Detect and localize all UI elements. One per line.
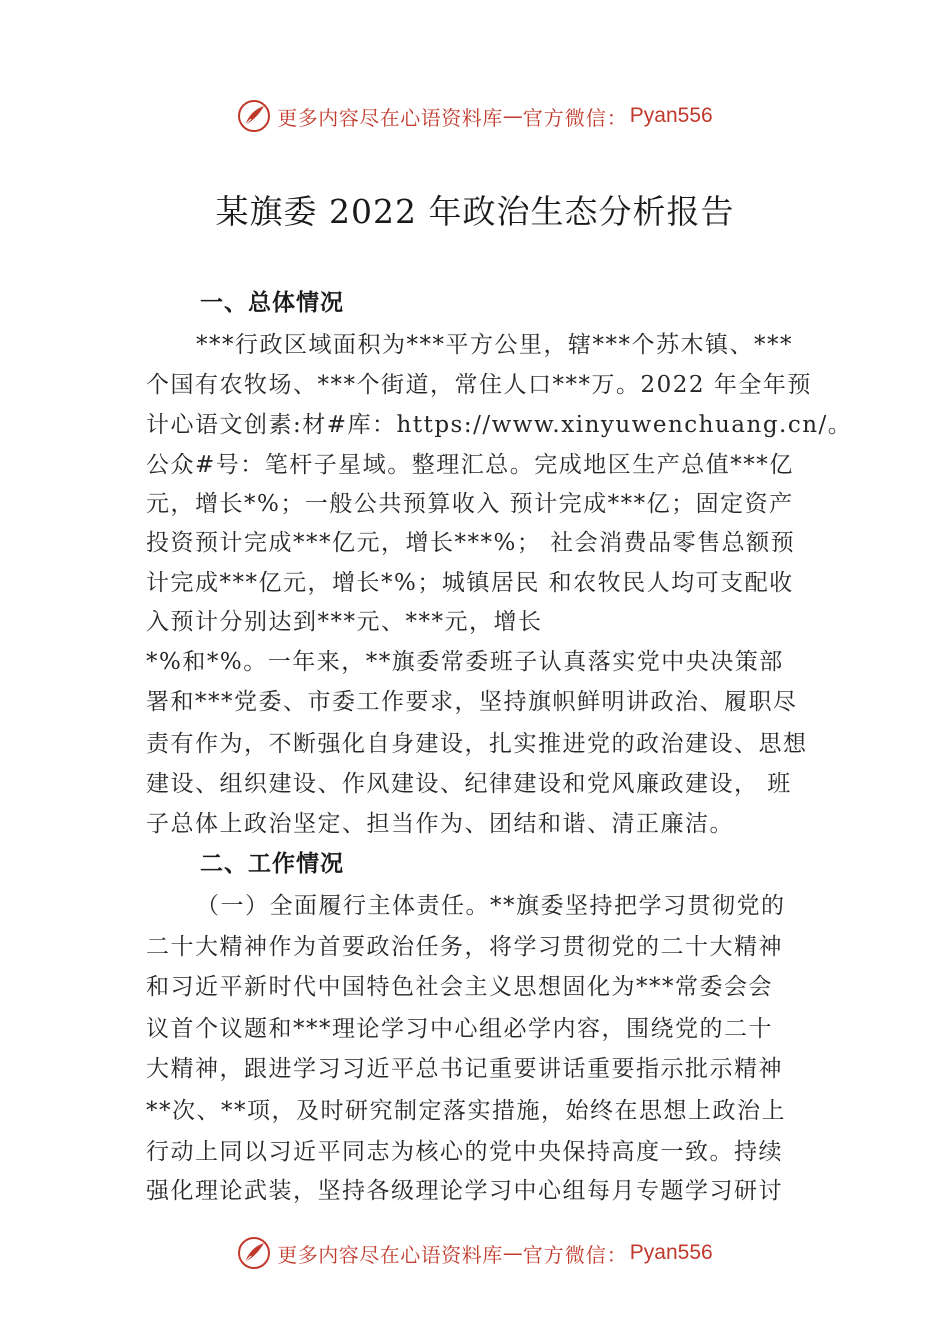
banner-contact-label: 官方微信： bbox=[522, 105, 628, 130]
paragraph-line: **次、**项，及时研究制定落实措施，始终在思想上政治上 bbox=[146, 1098, 786, 1124]
banner-wechat-id: Pyan556 bbox=[629, 1241, 713, 1264]
paragraph-line: 元，增长*%；一般公共预算收入 预计完成***亿；固定资产 bbox=[146, 491, 794, 517]
footer-banner bbox=[0, 1233, 950, 1273]
paragraph-line: 行动上同以习近平同志为核心的党中央保持高度一致。持续 bbox=[146, 1139, 783, 1165]
banner-dash: — bbox=[502, 104, 523, 128]
banner-dash: — bbox=[502, 1241, 523, 1265]
paragraph-line: ***行政区域面积为***平方公里，辖***个苏木镇、*** bbox=[196, 332, 793, 358]
page-title: 某旗委 2022 年政治生态分析报告 bbox=[215, 192, 735, 231]
paragraph-line: 二十大精神作为首要政治任务，将学习贯彻党的二十大精神 bbox=[146, 934, 783, 960]
header-banner bbox=[0, 96, 950, 136]
section-heading-work: 二、工作情况 bbox=[200, 851, 344, 877]
banner-text: 更多内容尽在心语资料库 bbox=[277, 105, 503, 130]
paragraph-line: 计心语文创素:材#库：https://www.xinyuwenchuang.cn/。 bbox=[146, 412, 853, 438]
banner-wechat-id: Pyan556 bbox=[629, 104, 713, 127]
paragraph-line: 公众#号：笔杆子星域。整理汇总。完成地区生产总值***亿 bbox=[146, 452, 794, 478]
paragraph-line: 和习近平新时代中国特色社会主义思想固化为***常委会会 bbox=[146, 974, 773, 1000]
paragraph-line: 责有作为，不断强化自身建设，扎实推进党的政治建设、思想 bbox=[146, 731, 808, 757]
paragraph-line: 强化理论武装，坚持各级理论学习中心组每月专题学习研讨 bbox=[146, 1178, 783, 1204]
banner-text: 更多内容尽在心语资料库 bbox=[277, 1242, 503, 1267]
paragraph-line: （一）全面履行主体责任。**旗委坚持把学习贯彻党的 bbox=[196, 893, 786, 919]
banner-contact-label: 官方微信： bbox=[522, 1242, 628, 1267]
paragraph-line: *%和*%。一年来，**旗委常委班子认真落实党中央决策部 bbox=[146, 649, 784, 675]
paragraph-line: 大精神，跟进学习习近平总书记重要讲话重要指示批示精神 bbox=[146, 1056, 783, 1082]
paragraph-line: 署和***党委、市委工作要求，坚持旗帜鲜明讲政治、履职尽 bbox=[146, 689, 798, 715]
paragraph-line: 建设、组织建设、作风建设、纪律建设和党风廉政建设， 班 bbox=[146, 771, 792, 797]
paragraph-line: 计完成***亿元，增长*%；城镇居民 和农牧民人均可支配收 bbox=[146, 570, 794, 596]
quill-logo-icon bbox=[237, 99, 271, 133]
section-heading-overview: 一、总体情况 bbox=[200, 290, 344, 316]
paragraph-line: 个国有农牧场、***个街道，常住人口***万。2022 年全年预 bbox=[146, 372, 812, 398]
paragraph-line: 议首个议题和***理论学习中心组必学内容，围绕党的二十 bbox=[146, 1016, 773, 1042]
paragraph-line: 入预计分别达到***元、***元，增长 bbox=[146, 609, 543, 635]
paragraph-line: 投资预计完成***亿元，增长***%； 社会消费品零售总额预 bbox=[146, 530, 796, 556]
paragraph-line: 子总体上政治坚定、担当作为、团结和谐、清正廉洁。 bbox=[146, 811, 734, 837]
quill-logo-icon bbox=[237, 1236, 271, 1270]
